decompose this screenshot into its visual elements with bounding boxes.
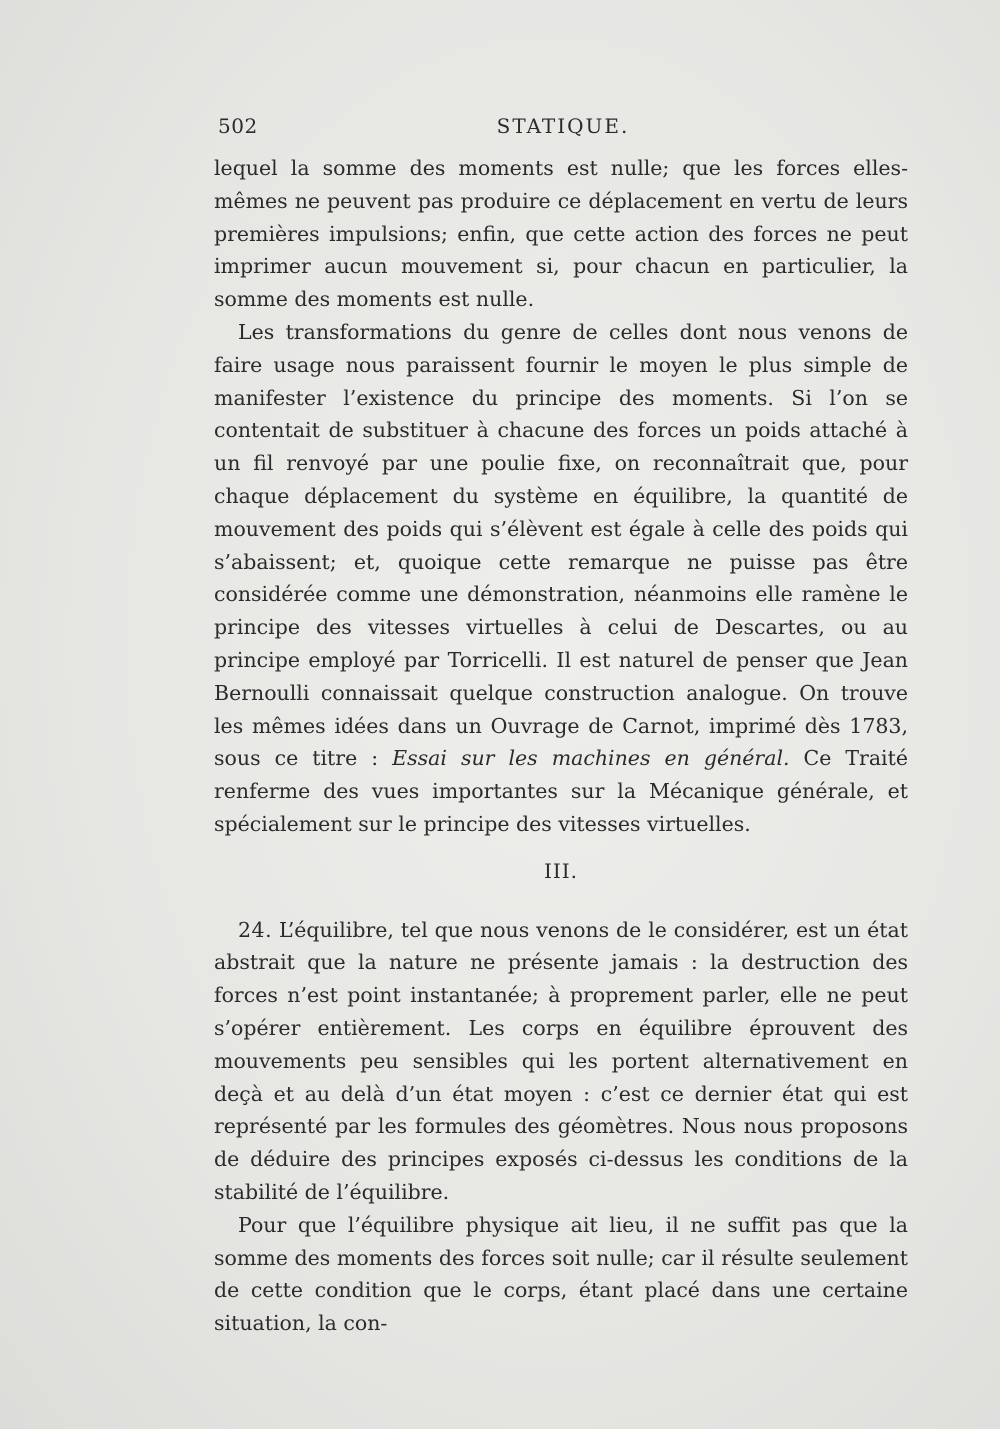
section-number: III. [543, 858, 579, 883]
paragraph-text: L’équilibre, tel que nous venons de le considérer, est un état abstrait que la nature ne présente jamais : la destruction des forces n’est point instantanée; à proprement parler, elle ne peut s’opérer entièrement. Les corps en équilibre éprouvent des mouvements peu sensibles qui les portent alternativement en deçà et au delà d’un état moyen : c’est ce dernier état qui est représenté par les formules des géomètres. Nous nous proposons de déduire des principes exposés ci-dessus les conditions de la stabilité de l’équilibre. [214, 917, 908, 1204]
paragraph-text: Les transformations du genre de celles dont nous venons de faire usage nous paraissent fournir le moyen le plus simple de manifester l’existence du principe des moments. Si l’on se contentait de substituer à chacune des forces un poids attaché à un fil renvoyé par une poulie fixe, on reconnaîtrait que, pour chaque déplacement du système en équilibre, la quantité de mouvement des poids qui s’élèvent est égale à celle des poids qui s’abaissent; et, quoique cette remarque ne puisse pas être considérée comme une démonstration, néanmoins elle ramène le principe des vitesses virtuelles à celui de Descartes, ou au principe employé par Torricelli. Il est naturel de penser que Jean Bernoulli connaissait quelque construction analogue. On trouve les mêmes idées dans un Ouvrage de Carnot, imprimé dès 1783, sous ce titre : [214, 319, 908, 771]
paragraph-transformations [214, 316, 908, 841]
paragraph-text-end: Ce Traité renferme des vues importantes sur la Mécanique générale, et spécialement sur le principe des vitesses virtuelles. [214, 746, 908, 836]
book-title-italic: Essai sur les machines en général. [392, 746, 790, 771]
paragraph-equilibre [214, 914, 908, 1209]
running-title: STATIQUE. [496, 114, 630, 138]
running-head [218, 114, 908, 144]
page-number: 502 [218, 114, 258, 138]
paragraph-equilibre-physique: Pour que l’équilibre physique ait lieu, il ne suffit pas que la somme des moments des forces soit nulle; car il résulte seulement de cette condition que le corps, étant placé dans une certaine situation, la con- [214, 1212, 908, 1336]
paragraph-continuation: lequel la somme des moments est nulle; que les forces elles-mêmes ne peuvent pas produire ce déplacement en vertu de leurs premières impulsions; enfin, que cette action des forces ne peut imprimer aucun mouvement si, pour chacun en particulier, la somme des moments est nulle. [214, 156, 908, 312]
paragraph-number: 24. [238, 917, 273, 942]
body-text [214, 152, 908, 1340]
